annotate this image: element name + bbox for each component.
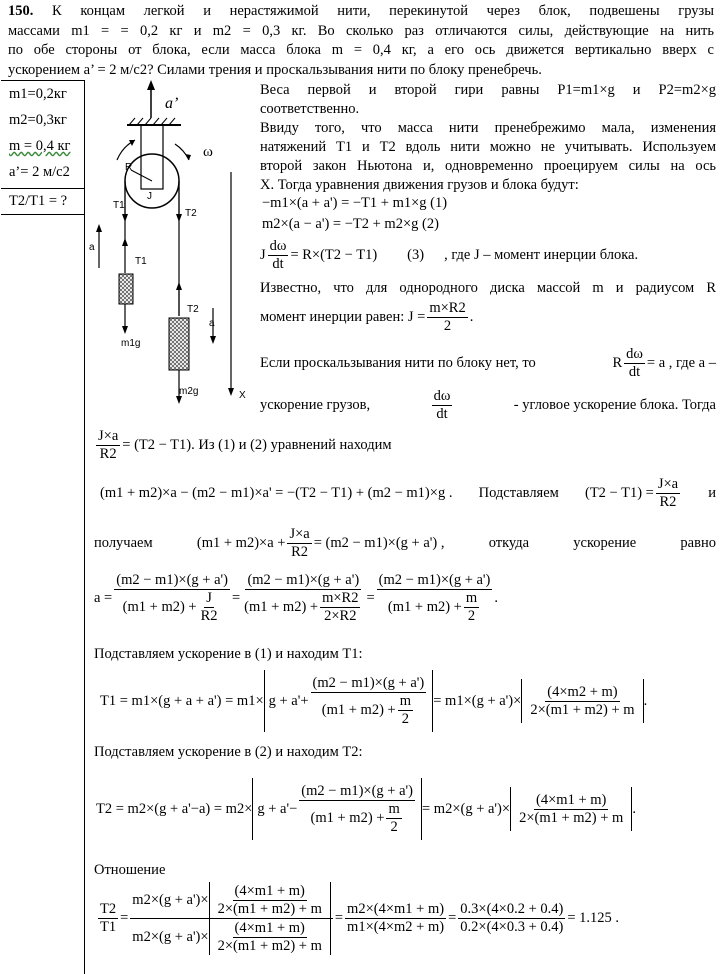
eq3-J: J [260, 247, 266, 263]
t2-n: (m2 − m1)×(g + a') [301, 782, 413, 799]
t1-dd: 2 [401, 710, 409, 727]
inertia-text: момент инерции равен: [260, 309, 405, 325]
t2-dn: m [388, 800, 400, 817]
sol-line-4: натяжений T1 и T2 вдоль нити можно не учитывать. Используем [260, 139, 716, 155]
t2-lhs: T2 = m2×(g + a'−a) = m2× [96, 800, 253, 817]
t2-formula: T2 = m2×(g + a'−a) = m2× g + a'− (m2 − m1)×(g + a') (m1 + m2) + $\frac{m}{2}$ = m2×(g + a')× $\frac{(4\times m1 + m)}{2\times(m1 + m2) + m}$ . [96, 778, 636, 840]
ratio-result: = 1.125 . [567, 910, 620, 926]
equation-3 [260, 238, 716, 273]
eq3-num: dω [269, 238, 287, 254]
slip-end: = a , где a – [646, 355, 716, 371]
obtain-accel: ускорение [573, 535, 637, 551]
eq3-text: , где J – момент инерции блока. [444, 247, 639, 263]
ratio-topd: 2×(m1 + m2) + m [217, 900, 322, 917]
given-m1: m1=0,2кг [9, 86, 67, 102]
label-T2-top: T2 [185, 208, 197, 219]
accel-d1n: J [206, 590, 212, 606]
ratio-n3: 0.3×(4×0.2 + 0.4) [460, 901, 564, 917]
label-m1g: m1g [121, 338, 141, 349]
t1-mid: = m1×(g + a')× [433, 692, 522, 709]
accel-n2: (m2 − m1)×(g + a') [247, 572, 360, 588]
ratio-topn: (4×m1 + m) [234, 882, 305, 899]
ratio-intro: Отношение [94, 862, 166, 878]
inertia-J: J = [407, 309, 426, 325]
ratio-n2: m2×(4×m1 + m) [347, 901, 445, 917]
ratio-top: m2×(g + a')× [132, 891, 209, 908]
slip-num: dω [626, 346, 643, 362]
ja-text: = (T2 − T1). Из (1) и (2) уравнений находим [122, 437, 392, 453]
given-column [1, 80, 85, 974]
inertia-den: 2 [443, 318, 452, 334]
accel-d3d: 2 [467, 608, 476, 624]
t1-intro: Подставляем ускорение в (1) и находим T1: [94, 646, 363, 662]
ratio-bot: m2×(g + a')× [132, 928, 209, 945]
t2-intro: Подставляем ускорение в (2) и находим T2: [94, 744, 363, 760]
label-a-right: a [209, 318, 215, 329]
angular-line [260, 388, 716, 423]
angular-text: ускорение грузов, [260, 397, 371, 413]
combined-den: R2 [659, 494, 677, 510]
obtain-where: откуда [488, 535, 530, 551]
slip-den: dt [628, 364, 641, 380]
obtain-lhs: (m1 + m2)×a + [196, 535, 286, 551]
sol-line-1: Веса первой и второй гири равны P1=m1×g и P2=m2×g [260, 82, 716, 98]
accel-d3: (m1 + m2) + [387, 599, 462, 615]
obtain-den: R2 [291, 544, 309, 560]
obtain-text: получаем [94, 535, 153, 551]
problem-line-3: по обе стороны от блока, если масса блока m = 0,4 кг, а его ось движется вертикально вверх с [8, 42, 714, 58]
ratio-d2: m1×(4×m2 + m) [347, 919, 445, 935]
eq3-tag: (3) [407, 247, 425, 263]
ja-num: J×a [98, 428, 119, 444]
accel-eq1: = [231, 590, 241, 606]
equation-2: m2×(a − a') = −T2 + m2×g (2) [262, 216, 439, 232]
t2-mid: = m2×(g + a')× [421, 800, 511, 817]
eq3-den: dt [272, 256, 284, 272]
given-m2: m2=0,3кг [9, 112, 67, 128]
accel-d2n: m×R2 [322, 590, 359, 606]
t2-dd: 2 [390, 818, 398, 835]
accel-formula: a = (m2 − m1)×(g + a') (m1 + m2) + $\frac{J}{R2}$ = (m2 − m1)×(g + a') (m1 + m2) + $\frac{m\times R2}{2\times R2}$ = (m2 − m1)×(g + a') (m1 + m2) + $\frac{m}{2}$ . [94, 572, 498, 624]
accel-d1d: R2 [200, 608, 218, 624]
t2-rn: (4×m1 + m) [536, 791, 607, 808]
ja-line [94, 428, 392, 463]
problem-statement [8, 2, 714, 80]
obtain-equals: равно [680, 535, 716, 551]
combined-line [100, 476, 716, 511]
ratio-ln: T2 [100, 901, 117, 917]
ratio-d3: 0.2×(4×0.3 + 0.4) [460, 919, 564, 935]
t1-formula: T1 = m1×(g + a + a') = m1× g + a'+ (m2 − m1)×(g + a') (m1 + m2) + $\frac{m}{2}$ = m1×(g + a')× $\frac{(4\times m2 + m)}{2\times(m1 + m2) + m}$ . [100, 670, 647, 732]
obtain-num: J×a [289, 526, 310, 542]
accel-d2d: 2×R2 [324, 608, 357, 624]
angular-den: dt [436, 406, 448, 422]
combined-T: (T2 − T1) = [584, 485, 654, 501]
slip-line [260, 346, 716, 381]
combined-eq: (m1 + m2)×a − (m2 − m1)×a' = −(T2 − T1) + (m2 − m1)×g . [100, 485, 453, 501]
t1-rn: (4×m2 + m) [547, 683, 618, 700]
t1-lhs: T1 = m1×(g + a + a') = m1× [100, 692, 264, 709]
sol-line-7: Известно, что для однородного диска массой m и радиусом R [260, 280, 716, 296]
label-a-prime: a’ [165, 95, 179, 112]
label-J: J [147, 191, 152, 202]
sol-line-5: второй закон Ньютона и, одновременно проецируем силы на ось [260, 158, 716, 174]
t1-dn: m [399, 692, 411, 709]
t2-in: g + a'− [257, 800, 298, 817]
t1-in: g + a'+ [268, 692, 309, 709]
ratio-formula: $\frac{T2}{T1}$ = m2×(g + a')× $\frac{(4\times m1 + m)}{2\times(m1 + m2) + m}$ m2×(g + a')× $\frac{(4\times m1 + m)}{2\times(m1 + m2) + m}$ = $\frac{m2\times(4\times m1 + m)}{m1\times(4\times m2 + m)}$ = $\frac{0.3\times(4\times 0.2 + 0.4)}{0.2\times(4\times 0.3 + 0.4)}$ = 1.125 . [100, 882, 620, 954]
slip-R: R [612, 355, 623, 371]
label-T1-top: T1 [113, 200, 125, 211]
angular-num: dω [433, 388, 451, 404]
label-T1-low: T1 [135, 256, 147, 267]
given-m: m = 0,4 кг [9, 138, 71, 154]
eq3-rhs: = R×(T2 − T1) [290, 247, 378, 263]
label-T2-low: T2 [187, 304, 199, 315]
t2-d: (m1 + m2) + [310, 809, 385, 826]
t1-n: (m2 − m1)×(g + a') [312, 674, 425, 691]
accel-eq2: = [366, 590, 375, 606]
problem-line-2: массами m1 = = 0,2 кг и m2 = 0,3 кг. Во сколько раз отличаются силы, действующие на нить [8, 22, 714, 39]
accel-d1: (m1 + m2) + [122, 599, 197, 615]
obtain-line [94, 526, 716, 561]
slip-text: Если проскальзывания нити по блоку нет, то [260, 355, 536, 371]
problem-number: 150. [8, 3, 34, 19]
label-a-left: a [89, 242, 95, 253]
accel-a: a = [94, 590, 113, 606]
sol-line-3: Ввиду того, что масса нити пренебрежимо мала, изменения [260, 120, 716, 136]
given-find: T2/T1 = ? [9, 193, 68, 209]
sol-line-6: X. Тогда уравнения движения грузов и блока будут: [260, 177, 579, 193]
problem-line-1: К концам легкой и нерастяжимой нити, перекинутой через блок, подвешены грузы [52, 3, 715, 19]
ratio-ld: T1 [100, 919, 117, 935]
accel-n3: (m2 − m1)×(g + a') [378, 572, 491, 588]
angular-end: - угловое ускорение блока. Тогда [513, 397, 716, 413]
t1-rd: 2×(m1 + m2) + m [530, 701, 635, 718]
label-R: R [125, 162, 133, 173]
pulley-figure [85, 78, 255, 418]
label-omega: ω [203, 144, 213, 160]
ja-den: R2 [99, 446, 117, 462]
ratio-botd: 2×(m1 + m2) + m [217, 937, 322, 954]
inertia-num: m×R2 [429, 300, 466, 316]
t2-rd: 2×(m1 + m2) + m [519, 809, 624, 826]
given-a: a’= 2 м/с2 [9, 164, 70, 180]
label-m2g: m2g [179, 386, 199, 397]
combined-and: и [708, 485, 716, 501]
accel-d3n: m [465, 590, 478, 606]
combined-text: Подставляем [478, 485, 559, 501]
accel-n1: (m2 − m1)×(g + a') [116, 572, 228, 588]
equation-1: −m1×(a + a') = −T1 + m1×g (1) [262, 195, 448, 211]
obtain-rhs: = (m2 − m1)×(g + a') , [313, 535, 445, 551]
problem-line-4: ускорением a’ = 2 м/с2? Силами трения и проскальзывания нити по блоку пренебречь. [8, 61, 542, 78]
sol-line-2: соответственно. [260, 101, 360, 117]
label-X: X [239, 390, 246, 401]
accel-d2: (m1 + m2) + [244, 599, 319, 615]
inertia-line: момент инерции равен: J = $\frac{m\times R2}{2}$ . [260, 300, 474, 334]
combined-num: J×a [657, 476, 679, 492]
ratio-botn: (4×m1 + m) [234, 919, 305, 936]
t1-d: (m1 + m2) + [321, 701, 396, 718]
